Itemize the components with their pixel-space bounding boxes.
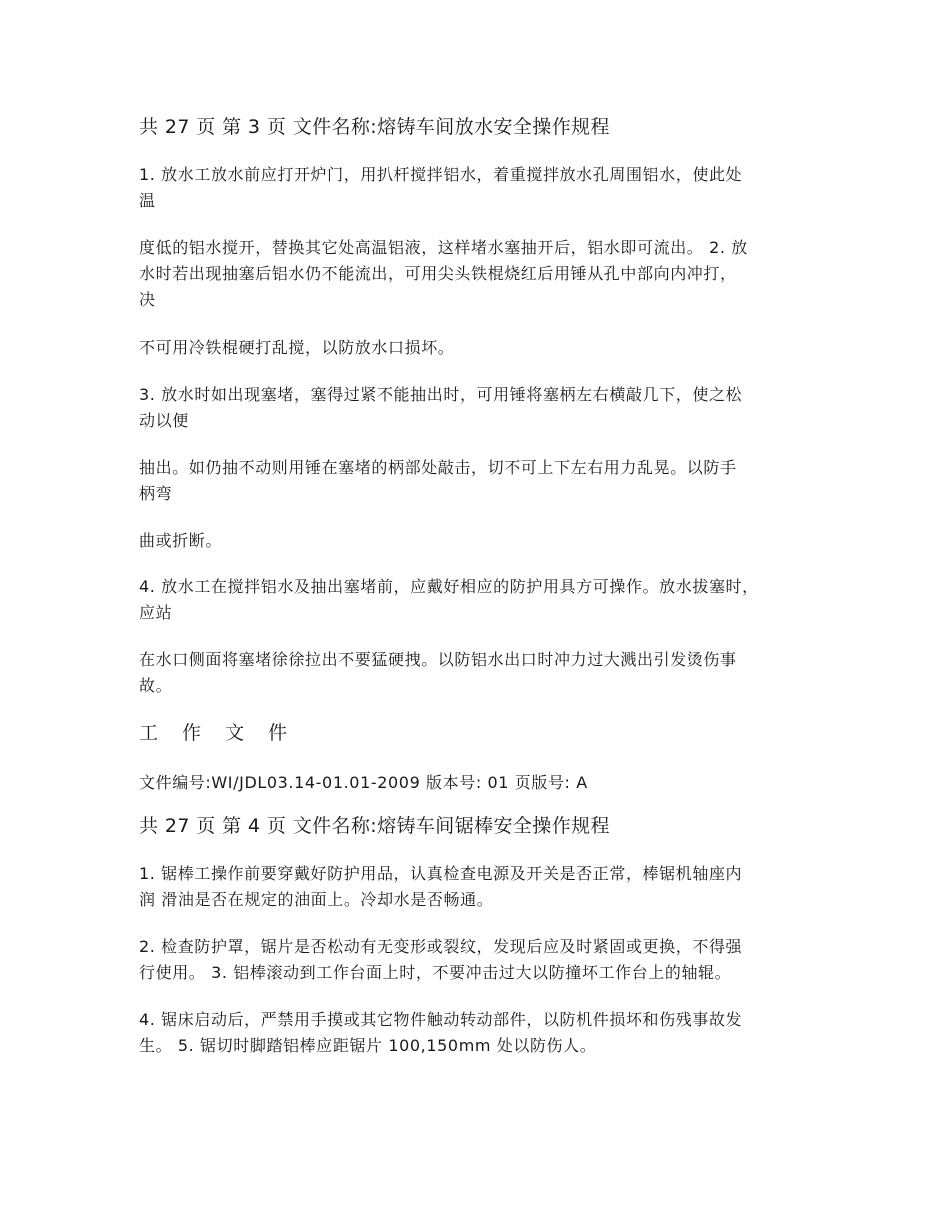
saw-item-2 — [139, 934, 829, 986]
paragraph-item-3-continued — [139, 455, 829, 507]
text-line: 柄弯 — [139, 484, 173, 503]
text-line: 故。 — [139, 676, 173, 695]
paragraph-item-1-continued — [139, 235, 829, 313]
text-line: 生。 5. 锯切时脚踏铝棒应距锯片 100,150mm 处以防伤人。 — [139, 1036, 597, 1055]
text-line: 抽出。如仍抽不动则用锤在塞堵的柄部处敲击，切不可上下左右用力乱晃。以防手 — [139, 458, 737, 477]
file-info-text: 文件编号:WI/JDL03.14-01.01-2009 版本号: 01 页版号: A — [139, 773, 588, 792]
text-line: 润 滑油是否在规定的油面上。冷却水是否畅通。 — [139, 890, 494, 909]
page-header-4-text: 共 27 页 第 4 页 文件名称:熔铸车间锯棒安全操作规程 — [139, 815, 610, 837]
paragraph-item-1 — [139, 162, 829, 214]
saw-item-1 — [139, 861, 829, 913]
paragraph-item-4 — [139, 574, 829, 626]
text-line: 温 — [139, 191, 156, 210]
text-line: 行使用。 3. 铝棒滚动到工作台面上时，不要冲击过大以防撞坏工作台上的轴辊。 — [139, 963, 732, 982]
paragraph-item-2-continued — [139, 335, 829, 361]
page-header-4 — [139, 813, 829, 839]
text-line: 决 — [139, 290, 156, 309]
text-line: 4. 放水工在搅拌铝水及抽出塞堵前，应戴好相应的防护用具方可操作。放水拔塞时， — [139, 577, 759, 596]
file-info-line — [139, 770, 829, 796]
text-line: 水时若出现抽塞后铝水仍不能流出，可用尖头铁棍烧红后用锤从孔中部向内冲打， — [139, 264, 737, 283]
text-line: 4. 锯床启动后，严禁用手摸或其它物件触动转动部件，以防机件损坏和伤残事故发 — [139, 1010, 743, 1029]
paragraph-item-3-end — [139, 528, 829, 554]
paragraph-item-4-continued — [139, 647, 829, 699]
page-header-3 — [139, 114, 829, 140]
text-line: 1. 锯棒工操作前要穿戴好防护用品，认真检查电源及开关是否正常，棒锯机轴座内 — [139, 864, 743, 883]
work-document-title — [139, 720, 829, 746]
page-header-3-text: 共 27 页 第 3 页 文件名称:熔铸车间放水安全操作规程 — [139, 116, 610, 138]
paragraph-item-3 — [139, 382, 829, 434]
text-line: 动以便 — [139, 411, 189, 430]
text-line: 1. 放水工放水前应打开炉门，用扒杆搅拌铝水，着重搅拌放水孔周围铝水，使此处 — [139, 165, 743, 184]
text-line: 曲或折断。 — [139, 531, 223, 550]
text-line: 应站 — [139, 603, 173, 622]
text-line: 度低的铝水搅开，替换其它处高温铝液，这样堵水塞抽开后，铝水即可流出。 2. 放 — [139, 238, 748, 257]
text-line: 2. 检查防护罩，锯片是否松动有无变形或裂纹，发现后应及时紧固或更换，不得强 — [139, 937, 743, 956]
text-line: 在水口侧面将塞堵徐徐拉出不要猛硬拽。以防铝水出口时冲力过大溅出引发烫伤事 — [139, 650, 737, 669]
saw-item-4 — [139, 1007, 829, 1059]
text-line: 3. 放水时如出现塞堵，塞得过紧不能抽出时，可用锤将塞柄左右横敲几下，使之松 — [139, 385, 743, 404]
text-line: 不可用冷铁棍硬打乱搅，以防放水口损坏。 — [139, 338, 455, 357]
work-document-title-text: 工 作 文 件 — [139, 722, 297, 744]
